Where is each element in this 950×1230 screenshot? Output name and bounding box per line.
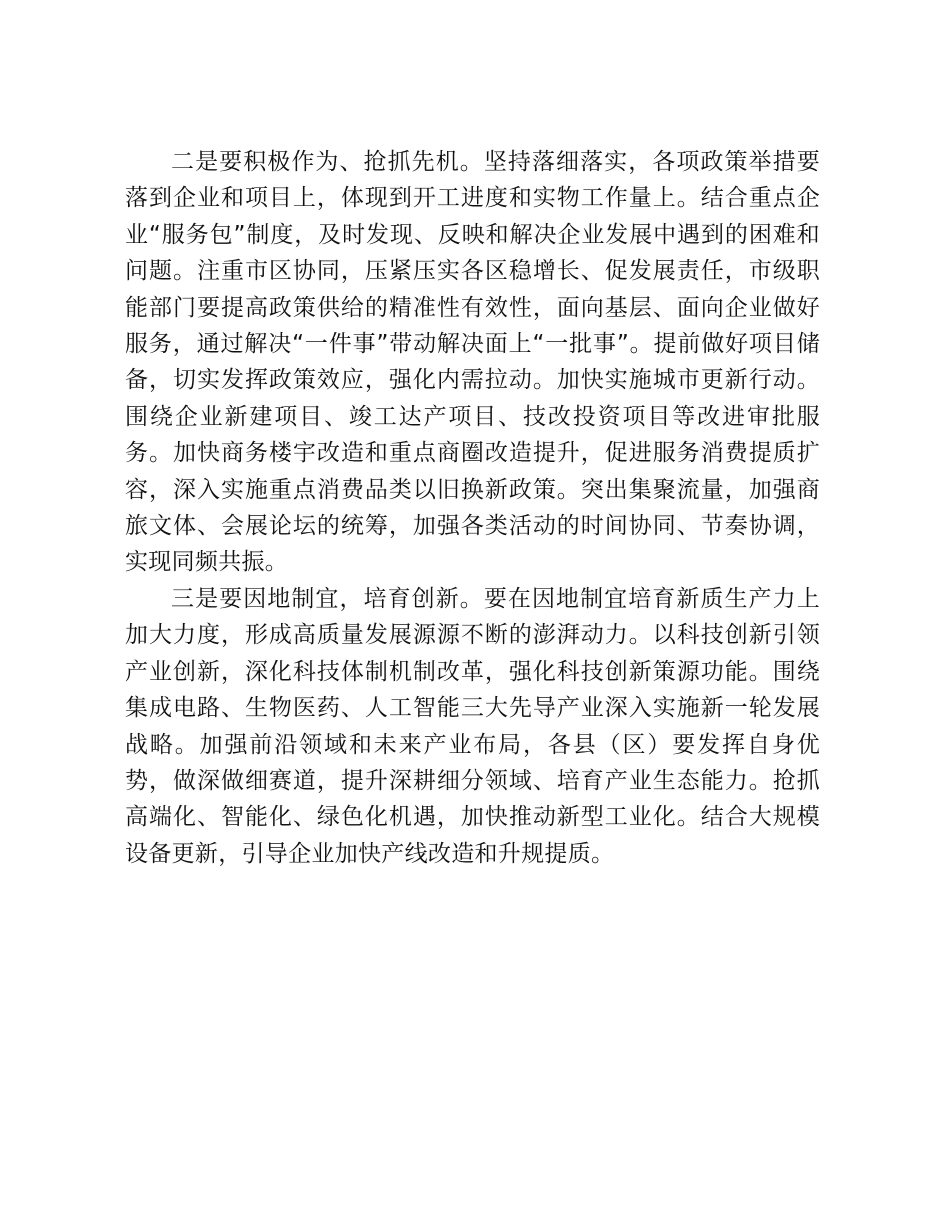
paragraph-1: 二是要积极作为、抢抓先机。坚持落细落实，各项政策举措要落到企业和项目上，体现到开工进度和实物工作量上。结合重点企业“服务包”制度，及时发现、反映和解决企业发展中遇到的困难和问题。注重市区协同，压紧压实各区稳增长、促发展责任，市级职能部门要提高政策供给的精准性有效性，面向基层、面向企业做好服务，通过解决“一件事”带动解决面上“一批事”。提前做好项目储备，切实发挥政策效应，强化内需拉动。加快实施城市更新行动。围绕企业新建项目、竣工达产项目、技改投资项目等改进审批服务。加快商务楼宇改造和重点商圈改造提升，促进服务消费提质扩容，深入实施重点消费品类以旧换新政策。突出集聚流量，加强商旅文体、会展论坛的统筹，加强各类活动的时间协同、节奏协调，实现同频共振。 (125, 149, 820, 576)
document-body (125, 144, 820, 872)
paragraph-2: 三是要因地制宜，培育创新。要在因地制宜培育新质生产力上加大力度，形成高质量发展源源不断的澎湃动力。以科技创新引领产业创新，深化科技体制机制改革，强化科技创新策源功能。围绕集成电路、生物医药、人工智能三大先导产业深入实施新一轮发展战略。加强前沿领域和未来产业布局，各县（区）要发挥自身优势，做深做细赛道，提升深耕细分领域、培育产业生态能力。抢抓高端化、智能化、绿色化机遇，加快推动新型工业化。结合大规模设备更新，引导企业加快产线改造和升规提质。 (125, 585, 820, 867)
